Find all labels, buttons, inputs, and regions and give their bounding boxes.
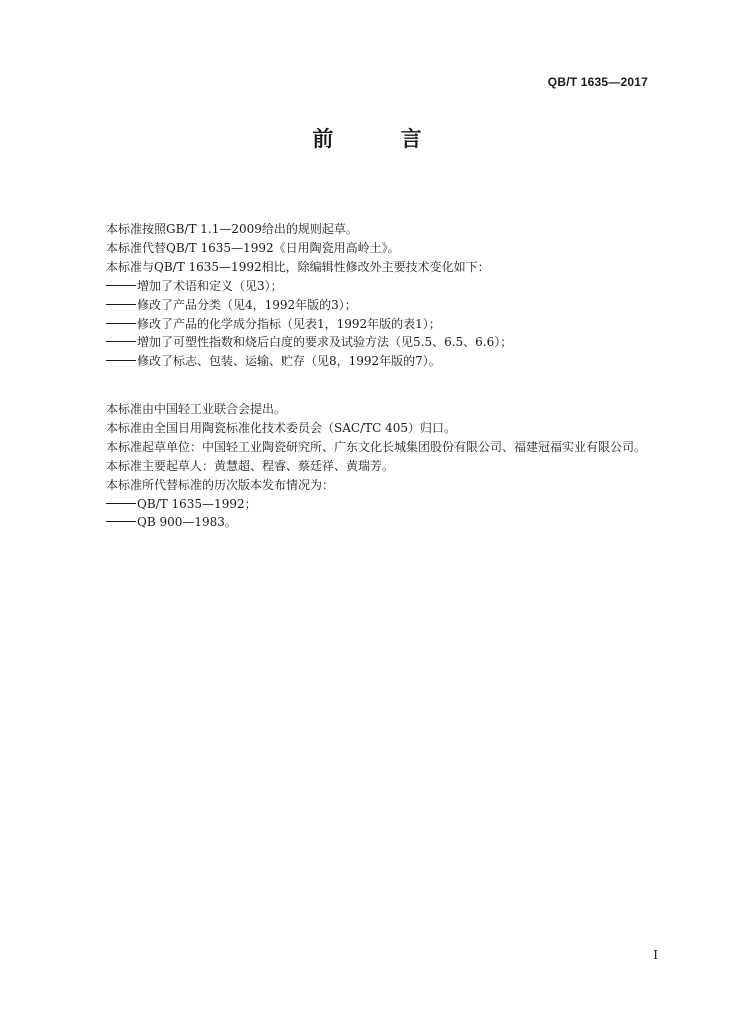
paragraph-drafters: 本标准主要起草人：黄慧超、程睿、蔡廷祥、黄瑞芳。 [106, 458, 395, 473]
em-dash-mark [106, 304, 136, 305]
em-dash-mark [106, 521, 136, 522]
change-item: 增加了可塑性指数和烧后白度的要求及试验方法（见5.5、6.5、6.6）； [82, 333, 662, 352]
paragraph-drafting-rules: 本标准按照GB/T 1.1—2009给出的规则起草。 [106, 222, 358, 236]
page-number: I [653, 948, 658, 962]
em-dash-mark [106, 285, 136, 286]
change-item: 增加了术语和定义（见3）； [82, 277, 662, 296]
version-item: QB 900—1983。 [82, 513, 662, 532]
page-title: 前 言 [312, 127, 452, 151]
em-dash-mark [106, 503, 136, 504]
paragraph-replaces: 本标准代替QB/T 1635—1992《日用陶瓷用高岭土》。 [106, 240, 400, 255]
paragraph-changes-intro: 本标准与QB/T 1635—1992相比，除编辑性修改外主要技术变化如下： [106, 259, 490, 274]
em-dash-mark [106, 360, 136, 361]
standard-code: QB/T 1635—2017 [547, 75, 648, 89]
paragraph-proposed-by: 本标准由中国轻工业联合会提出。 [106, 402, 287, 416]
change-item: 修改了产品的化学成分指标（见表1，1992年版的表1）； [82, 315, 662, 334]
version-item: QB/T 1635—1992； [82, 495, 662, 514]
change-item: 修改了标志、包装、运输、贮存（见8，1992年版的7）。 [82, 352, 662, 371]
paragraph-drafting-units: 本标准起草单位：中国轻工业陶瓷研究所、广东文化长城集团股份有限公司、福建冠福实业有限公司。 [106, 439, 647, 454]
foreword-section-2 [82, 400, 662, 532]
paragraph-administered-by: 本标准由全国日用陶瓷标准化技术委员会（SAC/TC 405）归口。 [106, 420, 457, 435]
em-dash-mark [106, 323, 136, 324]
foreword-section-1 [82, 220, 662, 371]
change-item: 修改了产品分类（见4，1992年版的3）； [82, 296, 662, 315]
paragraph-history-intro: 本标准所代替标准的历次版本发布情况为： [106, 477, 335, 492]
em-dash-mark [106, 341, 136, 342]
